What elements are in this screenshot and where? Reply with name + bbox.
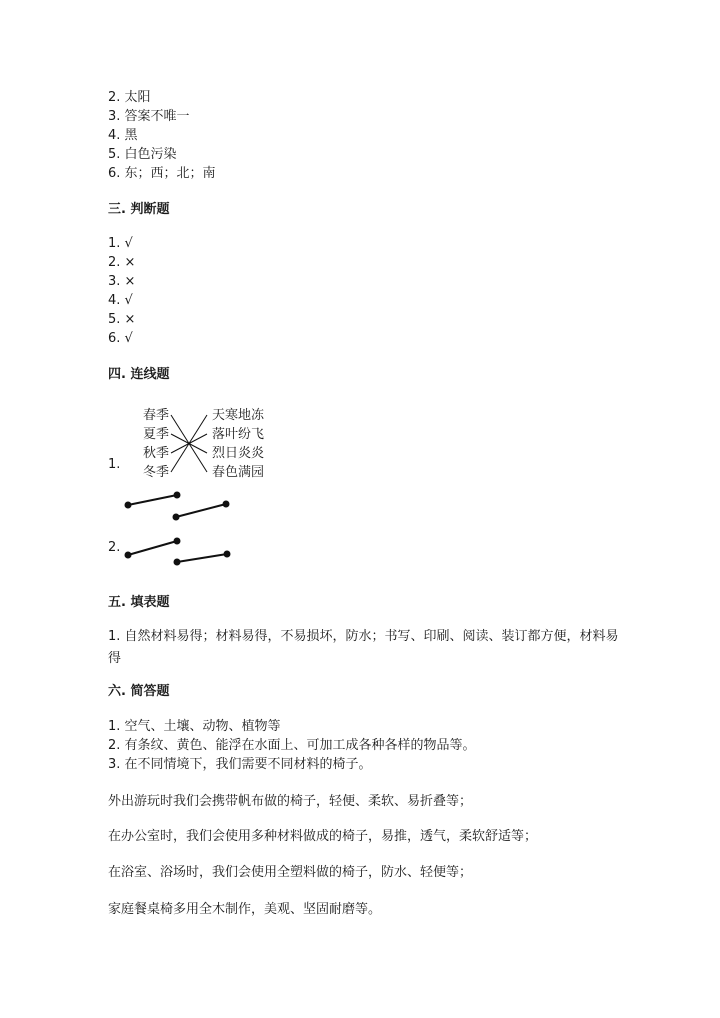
fill-answer-3: 3. 答案不唯一 [108,109,190,124]
q2-dot-d1 [175,560,180,565]
q2-dot-a1 [126,503,131,508]
q2-dot-b1 [174,515,179,520]
short-answer-2: 2. 有条纹、黄色、能浮在水面上、可加工成各种各样的物品等。 [108,738,476,753]
short-heading: 六. 简答题 [108,684,170,699]
short-paragraph-dining: 家庭餐桌椅多用全木制作，美观、坚固耐磨等。 [108,902,382,917]
judge-answer-1: 1. √ [108,236,133,251]
scene-leaves: 落叶纷飞 [212,427,265,442]
judge-answer-2: 2. × [108,255,136,270]
judge-answer-4: 4. √ [108,293,133,308]
q2-dot-c1 [126,553,131,558]
table-heading: 五. 填表题 [108,595,170,610]
q2-segment-b [176,504,226,517]
judge-answer-5: 5. × [108,312,136,327]
season-summer: 夏季 [143,427,170,442]
scene-cold: 天寒地冻 [212,408,265,423]
q2-segment-d [177,554,227,562]
fill-answer-4: 4. 黑 [108,128,138,143]
judge-answer-6: 6. √ [108,331,133,346]
fill-answer-2: 2. 太阳 [108,90,151,105]
match-heading: 四. 连线题 [108,367,170,382]
q2-dot-d2 [225,552,230,557]
short-answer-3: 3. 在不同情境下，我们需要不同材料的椅子。 [108,757,372,772]
fill-answer-5: 5. 白色污染 [108,147,177,162]
short-paragraph-outdoor: 外出游玩时我们会携带帆布做的椅子，轻便、柔软、易折叠等； [108,794,473,809]
season-spring: 春季 [143,408,170,423]
match-q1-number: 1. [108,457,121,472]
short-paragraph-bath: 在浴室、浴场时，我们会使用全塑料做的椅子，防水、轻便等； [108,865,473,880]
q2-dot-c2 [175,539,180,544]
scene-hot: 烈日炎炎 [212,446,265,461]
judge-answer-3: 3. × [108,274,136,289]
short-answer-1: 1. 空气、土壤、动物、植物等 [108,719,281,734]
short-paragraph-office: 在办公室时，我们会使用多种材料做成的椅子，易推，透气，柔软舒适等； [108,829,538,844]
table-answer: 1. 自然材料易得；材料易得，不易损坏，防水；书写、印刷、阅读、装订都方便，材料易得 [108,629,619,666]
judge-heading: 三. 判断题 [108,202,170,217]
q2-segment-a [128,495,177,505]
q2-dot-b2 [224,502,229,507]
q2-dot-a2 [175,493,180,498]
scene-spring: 春色满园 [212,465,265,480]
fill-answer-6: 6. 东；西；北；南 [108,166,216,181]
q2-segment-c [128,541,177,555]
match-q2-number: 2. [108,540,121,555]
season-autumn: 秋季 [143,446,170,461]
season-winter: 冬季 [143,465,170,480]
